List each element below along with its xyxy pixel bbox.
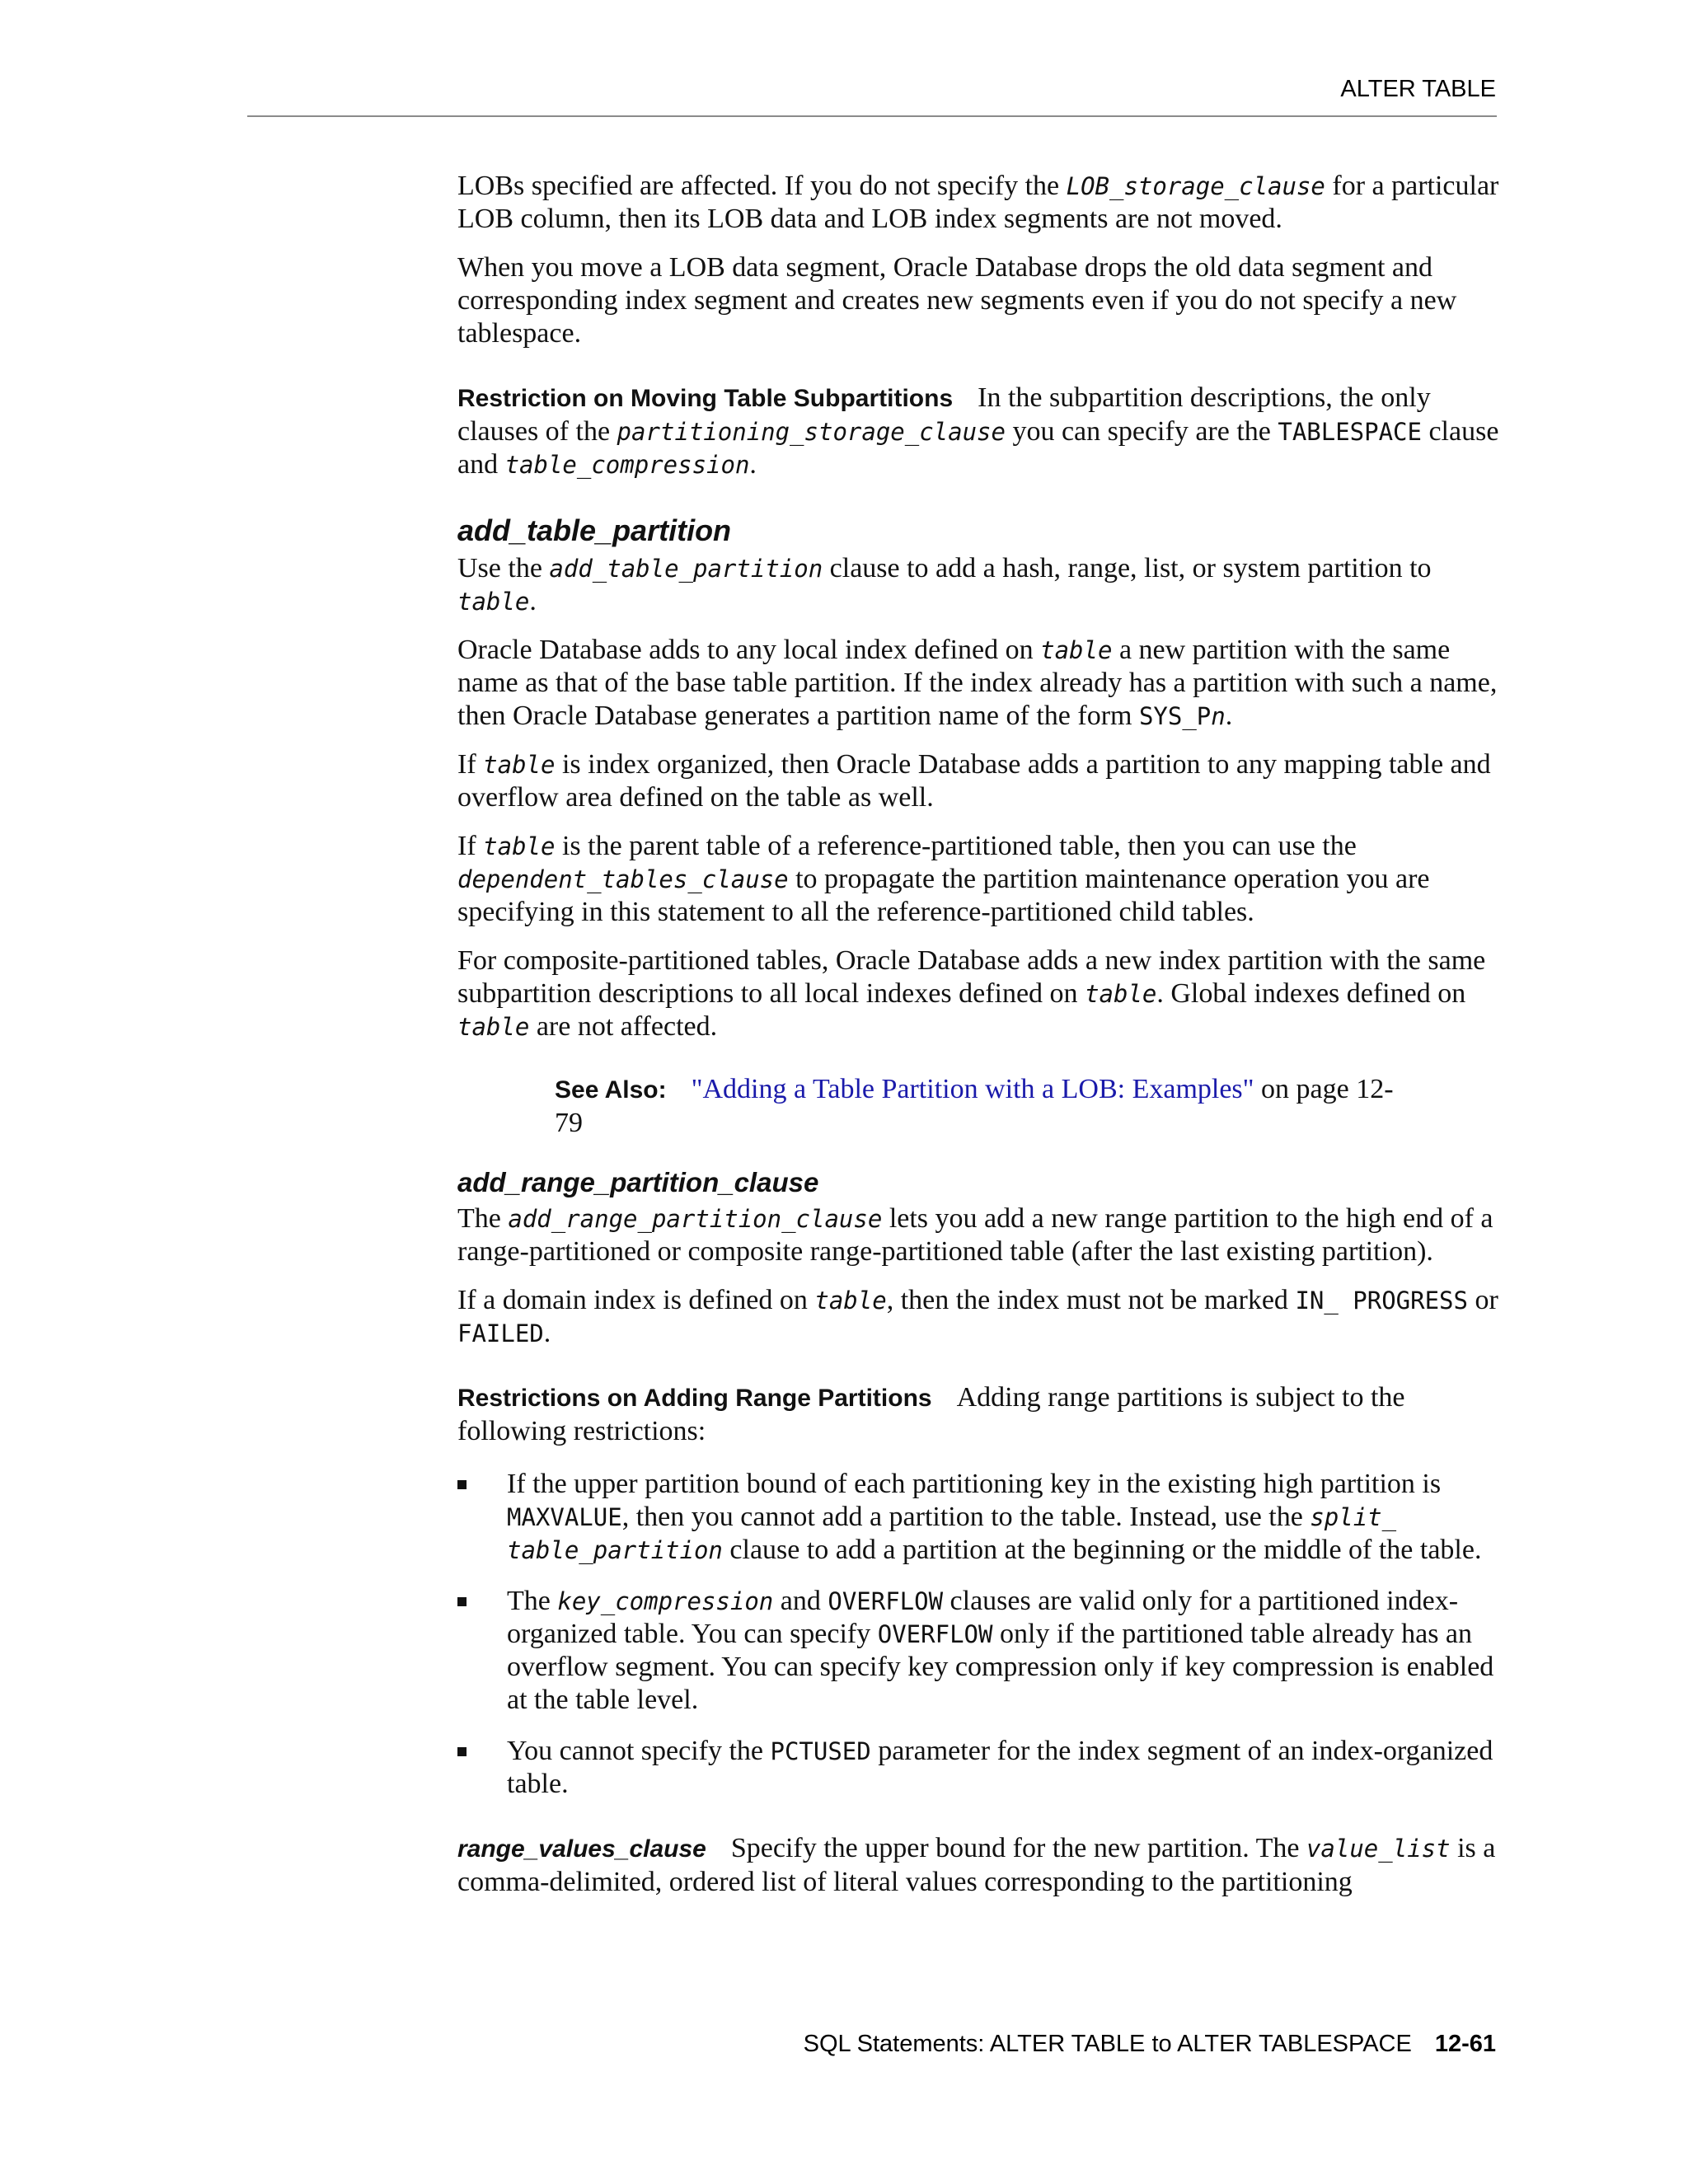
inline-code: split_ table_partition: [507, 1503, 1397, 1564]
inline-code: PCTUSED: [770, 1737, 871, 1765]
list-item: You cannot specify the PCTUSED parameter for the index segment of an index-organized table.: [457, 1735, 1504, 1801]
paragraph: The add_range_partition_clause lets you add a new range partition to the high end of a range-partitioned or composite range-partitioned table (after the last existing partition).: [457, 1203, 1493, 1267]
subsection-heading: add_range_partition_clause: [457, 1167, 819, 1197]
inline-code: table: [1040, 636, 1113, 664]
restriction-label: Restrictions on Adding Range Partitions: [457, 1385, 932, 1412]
inline-code: partitioning_storage_clause: [617, 418, 1006, 446]
running-header: ALTER TABLE: [1340, 76, 1496, 102]
paragraph: For composite-partitioned tables, Oracle Database adds a new index partition with the same subpartition descriptions to all local indexes defined on table. Global indexes defined on table are not affected.: [457, 945, 1486, 1042]
see-also-link[interactable]: "Adding a Table Partition with a LOB: Examples": [691, 1074, 1254, 1104]
inline-code: dependent_tables_clause: [457, 865, 789, 893]
page-body: [457, 170, 1504, 1915]
inline-code: table: [457, 588, 530, 616]
inline-code: add_table_partition: [549, 555, 823, 583]
paragraph: LOBs specified are affected. If you do not specify the LOB_storage_clause for a particular LOB column, then its LOB data and LOB index segments are not moved.: [457, 171, 1499, 234]
paragraph: Use the add_table_partition clause to add a hash, range, list, or system partition to table.: [457, 553, 1432, 616]
page-number: 12-61: [1434, 2031, 1496, 2057]
inline-code: FAILED: [457, 1319, 544, 1347]
see-also-note: See Also: "Adding a Table Partition with a LOB: Examples" on page 12-79: [555, 1074, 1394, 1138]
list-item: The key_compression and OVERFLOW clauses are valid only for a partitioned index-organized table. You can specify OVERFLOW only if the partitioned table already has an overflow segment. You can specify key compression only if key compression is enabled at the table level.: [457, 1585, 1504, 1717]
paragraph: Oracle Database adds to any local index defined on table a new partition with the same name as that of the base table partition. If the index already has a partition with such a name, then Oracle Database generates a partition name of the form SYS_Pn.: [457, 635, 1498, 731]
inline-code: n: [1211, 702, 1226, 730]
section-heading: add_table_partition: [457, 513, 732, 547]
see-also-label: See Also:: [555, 1076, 667, 1104]
inline-code: OVERFLOW: [877, 1620, 993, 1648]
paragraph: If table is index organized, then Oracle Database adds a partition to any mapping table and overflow area defined on the table as well.: [457, 749, 1491, 813]
page-footer: [804, 2031, 1496, 2058]
inline-code: table: [483, 751, 556, 779]
paragraph: If a domain index is defined on table, then the index must not be marked IN_ PROGRESS or FAILED.: [457, 1285, 1498, 1348]
restriction-paragraph: Restriction on Moving Table Subpartitions In the subpartition descriptions, the only clauses of the partitioning_storage_clause you can specify are the TABLESPACE clause and table_compression.: [457, 382, 1499, 480]
inline-code: key_compression: [557, 1587, 774, 1615]
inline-code: value_list: [1306, 1835, 1451, 1863]
inline-code: SYS_P: [1138, 702, 1212, 730]
restriction-list: [457, 1468, 1504, 1801]
paragraph: When you move a LOB data segment, Oracle Database drops the old data segment and corresponding index segment and creates new segments even if you do not specify a new tablespace.: [457, 252, 1457, 349]
restriction-paragraph: Restrictions on Adding Range Partitions Adding range partitions is subject to the following restrictions:: [457, 1382, 1405, 1446]
inline-code: TABLESPACE: [1278, 418, 1422, 446]
inline-code: table: [483, 832, 556, 860]
paragraph: range_values_clause Specify the upper bound for the new partition. The value_list is a comma-delimited, ordered list of literal values corresponding to the partitioning: [457, 1833, 1496, 1897]
paragraph: If table is the parent table of a reference-partitioned table, then you can use the dependent_tables_clause to propagate the partition maintenance operation you are specifying in this statement to all the reference-partitioned child tables.: [457, 831, 1430, 927]
list-item: If the upper partition bound of each partitioning key in the existing high partition is MAXVALUE, then you cannot add a partition to the table. Instead, use the split_ table_partition clause to add a partition at the beginning or the middle of the table.: [457, 1468, 1504, 1567]
inline-code: IN_ PROGRESS: [1295, 1286, 1468, 1315]
inline-code: table_compression: [504, 451, 750, 479]
restriction-label: Restriction on Moving Table Subpartitions: [457, 385, 954, 412]
inline-code: table: [1085, 980, 1157, 1008]
inline-code: table: [814, 1286, 887, 1315]
inline-code: table: [457, 1013, 530, 1041]
footer-text: SQL Statements: ALTER TABLE to ALTER TABLESPACE: [803, 2031, 1412, 2057]
inline-code: add_range_partition_clause: [508, 1205, 883, 1233]
inline-code: OVERFLOW: [828, 1587, 944, 1615]
clause-label: range_values_clause: [457, 1835, 706, 1863]
header-rule: [247, 115, 1497, 117]
inline-code: MAXVALUE: [507, 1503, 622, 1531]
inline-code: LOB_storage_clause: [1066, 172, 1325, 200]
